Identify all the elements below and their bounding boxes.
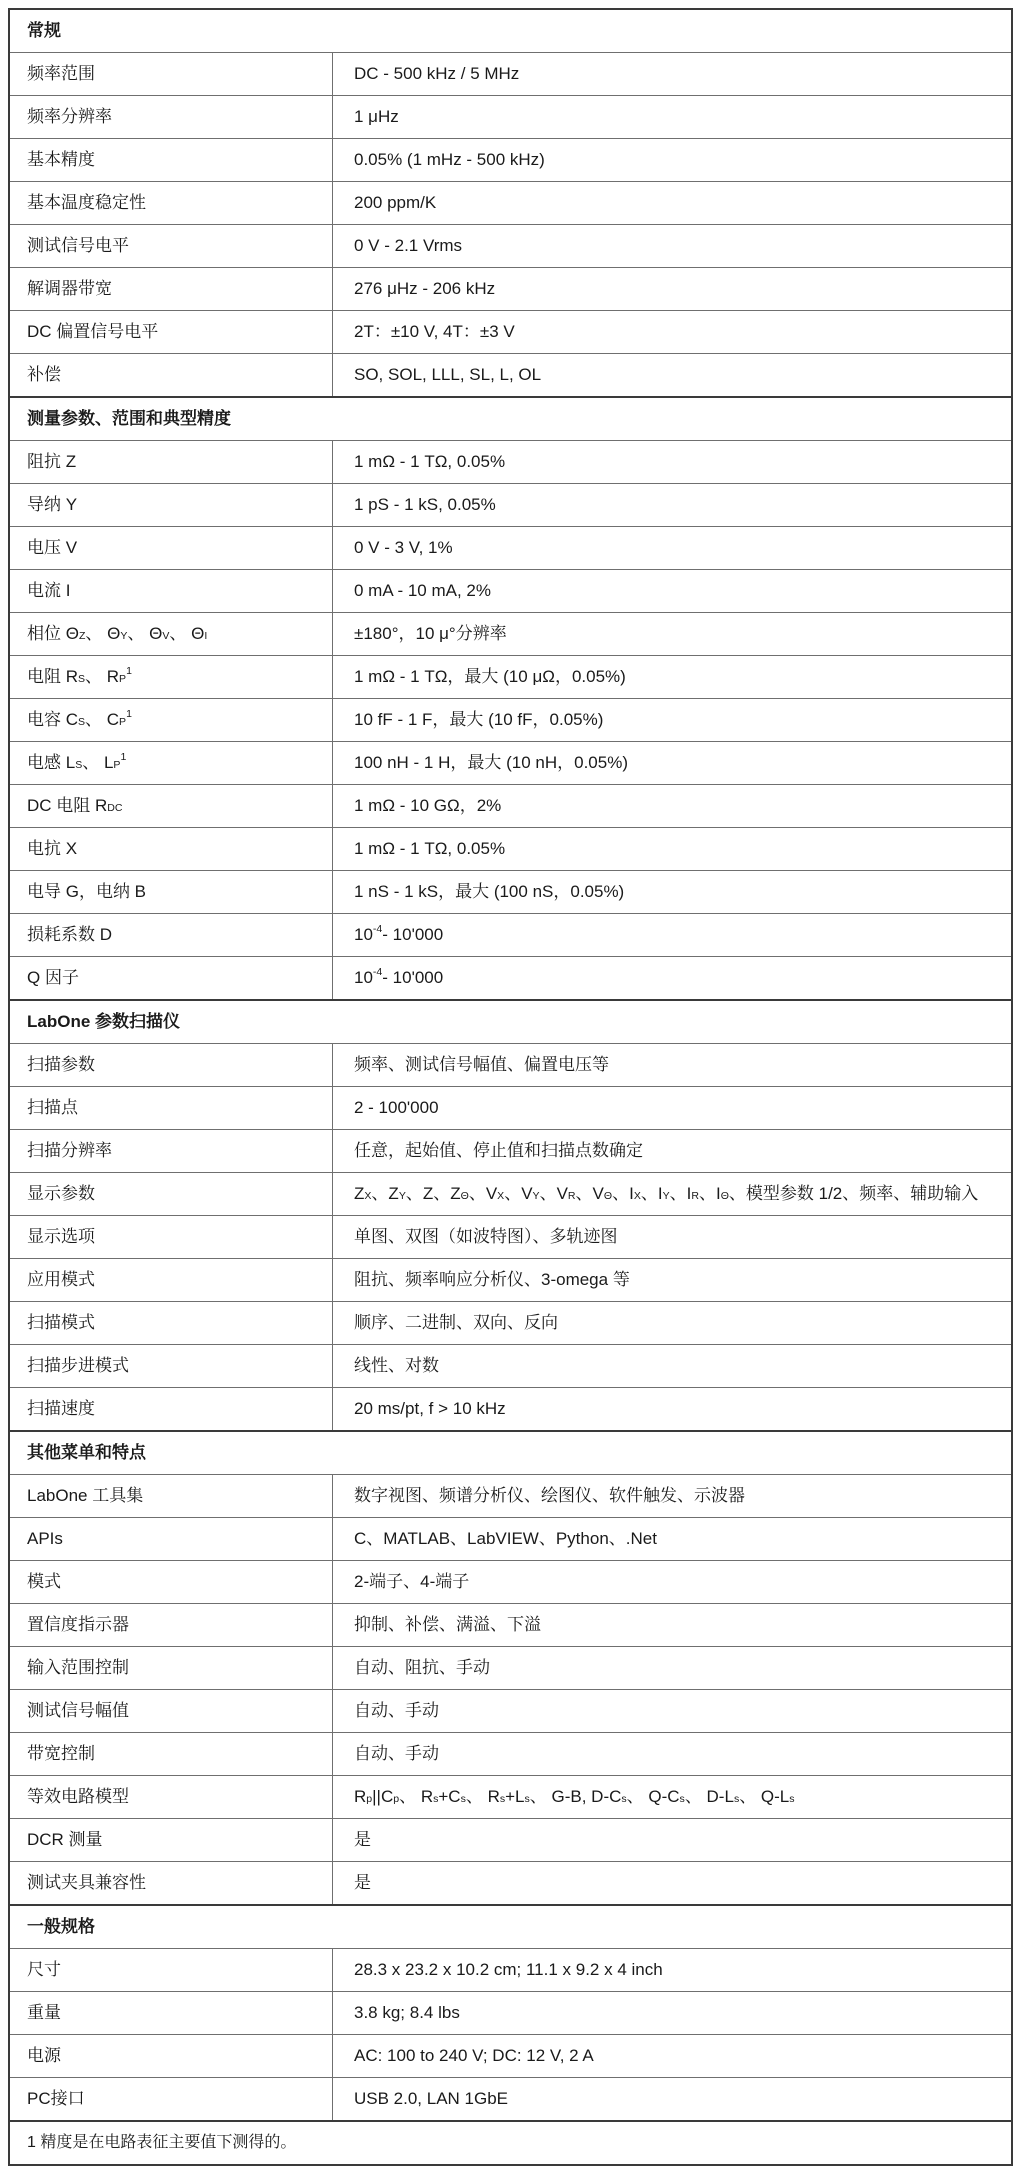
spec-value: 阻抗、频率响应分析仪、3-omega 等 [354,1270,630,1290]
spec-value: 0 V - 2.1 Vrms [354,236,463,256]
spec-value: 是 [354,1830,371,1850]
table-row [10,181,1011,224]
spec-label: 电感 L $_S$ 、 L $_P$ $^1$ [10,742,333,784]
spec-label: DC 偏置信号电平 [10,311,333,353]
spec-label: 测试信号幅值 [10,1690,333,1732]
spec-label: 扫描参数 [10,1044,333,1086]
table-row [10,1086,1011,1129]
table-row [10,2034,1011,2077]
spec-label: 扫描模式 [10,1302,333,1344]
spec-value: 1 nS - 1 kS，最大 (100 nS，0.05%) [354,882,625,902]
table-row [10,1689,1011,1732]
spec-value: 单图、双图（如波特图）、多轨迹图 [354,1227,618,1247]
spec-label: DC 电阻 R $_{DC}$ [10,785,333,827]
spec-label: 电压 V [10,527,333,569]
spec-value: AC: 100 to 240 V; DC: 12 V, 2 A [354,2046,594,2066]
spec-value: 200 ppm/K [354,193,437,213]
spec-label: 等效电路模型 [10,1776,333,1818]
spec-value: 线性、对数 [354,1356,439,1376]
table-row [10,1646,1011,1689]
spec-label: 模式 [10,1561,333,1603]
spec-value: Z $_X$ 、Z $_Y$ 、Z、Z $_\Theta$ 、V $_X$ 、V $_Y$ 、V $_R$ 、V $_\Theta$ 、I $_X$ 、I $_Y$ 、I $_R$ 、I $_\Theta$ 、模型参数 1/2、频率、辅助输入 [354,1184,979,1204]
table-row [10,1215,1011,1258]
table-row [10,440,1011,483]
spec-value: 20 ms/pt, f > 10 kHz [354,1399,506,1419]
spec-value: 数字视图、频谱分析仪、绘图仪、软件触发、示波器 [354,1486,745,1506]
table-row [10,1129,1011,1172]
spec-value: 1 mΩ - 1 TΩ，最大 (10 μΩ，0.05%) [354,667,626,687]
spec-value: 频率、测试信号幅值、偏置电压等 [354,1055,609,1075]
spec-label: PC接口 [10,2078,333,2120]
spec-value: 1 mΩ - 1 TΩ, 0.05% [354,452,506,472]
section-title: 常规 [27,21,61,41]
spec-label: 频率分辨率 [10,96,333,138]
footnote-row [10,2120,1011,2164]
spec-label: Q 因子 [10,957,333,999]
spec-label: 扫描分辨率 [10,1130,333,1172]
spec-value: 28.3 x 23.2 x 10.2 cm; 11.1 x 9.2 x 4 inch [354,1960,663,1980]
table-row [10,267,1011,310]
spec-value: 100 nH - 1 H，最大 (10 nH，0.05%) [354,753,628,773]
section-header-row [10,1904,1011,1948]
spec-label: 显示参数 [10,1173,333,1215]
spec-label: 应用模式 [10,1259,333,1301]
table-row [10,224,1011,267]
spec-label: 尺寸 [10,1949,333,1991]
table-row [10,310,1011,353]
table-row [10,1258,1011,1301]
table-row [10,913,1011,956]
spec-label: 输入范围控制 [10,1647,333,1689]
spec-value: 自动、手动 [354,1701,439,1721]
table-row [10,1775,1011,1818]
table-row [10,741,1011,784]
spec-label: 显示选项 [10,1216,333,1258]
spec-table [8,8,1013,2166]
spec-value: 抑制、补偿、满溢、下溢 [354,1615,541,1635]
table-row [10,2077,1011,2120]
table-row [10,483,1011,526]
spec-value: 2T：±10 V, 4T：±3 V [354,322,515,342]
table-row [10,1517,1011,1560]
spec-label: APIs [10,1518,333,1560]
spec-value: 0.05% (1 mHz - 500 kHz) [354,150,545,170]
spec-label: 电抗 X [10,828,333,870]
spec-label: 导纳 Y [10,484,333,526]
section-title: 一般规格 [27,1917,95,1937]
section-header-row [10,10,1011,52]
spec-label: 基本精度 [10,139,333,181]
spec-label: 电流 I [10,570,333,612]
spec-value: 0 V - 3 V, 1% [354,538,453,558]
spec-label: 补偿 [10,354,333,396]
section-title: 测量参数、范围和典型精度 [27,409,231,429]
footnote-text: 1 精度是在电路表征主要值下测得的。 [27,2134,297,2151]
spec-value: 自动、阻抗、手动 [354,1658,490,1678]
spec-value: 1 mΩ - 10 GΩ，2% [354,796,502,816]
table-row [10,1991,1011,2034]
spec-value: 1 μHz [354,107,399,127]
spec-label: 相位 Θ $_Z$ 、 Θ $_Y$ 、 Θ $_V$ 、 Θ $_I$ [10,613,333,655]
spec-label: 电源 [10,2035,333,2077]
table-row [10,612,1011,655]
table-row [10,526,1011,569]
section-title: 其他菜单和特点 [27,1443,146,1463]
table-row [10,52,1011,95]
spec-value: 2 - 100'000 [354,1098,439,1118]
spec-label: 电导 G，电纳 B [10,871,333,913]
spec-label: 测试信号电平 [10,225,333,267]
table-row [10,870,1011,913]
spec-label: 测试夹具兼容性 [10,1862,333,1904]
table-row [10,827,1011,870]
spec-label: LabOne 工具集 [10,1475,333,1517]
table-row [10,1387,1011,1430]
spec-label: 基本温度稳定性 [10,182,333,224]
table-row [10,1603,1011,1646]
table-row [10,95,1011,138]
spec-label: 扫描点 [10,1087,333,1129]
table-row [10,1301,1011,1344]
section-header-row [10,396,1011,440]
spec-value: SO, SOL, LLL, SL, L, OL [354,365,542,385]
spec-value: 任意，起始值、停止值和扫描点数确定 [354,1141,643,1161]
spec-label: 阻抗 Z [10,441,333,483]
table-row [10,1474,1011,1517]
table-row [10,1732,1011,1775]
spec-value: 2-端子、4-端子 [354,1572,470,1592]
table-row [10,1560,1011,1603]
table-row [10,1043,1011,1086]
spec-label: 损耗系数 D [10,914,333,956]
spec-value: 自动、手动 [354,1744,439,1764]
spec-label: 置信度指示器 [10,1604,333,1646]
spec-label: 重量 [10,1992,333,2034]
spec-value: 1 pS - 1 kS, 0.05% [354,495,496,515]
spec-value: 是 [354,1873,371,1893]
spec-value: 3.8 kg; 8.4 lbs [354,2003,460,2023]
spec-value: 276 μHz - 206 kHz [354,279,496,299]
spec-value: 10 fF - 1 F，最大 (10 fF，0.05%) [354,710,604,730]
table-row [10,698,1011,741]
table-row [10,1818,1011,1861]
spec-value: 1 mΩ - 1 TΩ, 0.05% [354,839,506,859]
table-row [10,655,1011,698]
spec-value: 10 $^{-4}$ - 10'000 [354,966,444,988]
spec-label: DCR 测量 [10,1819,333,1861]
table-row [10,138,1011,181]
spec-label: 电容 C $_S$ 、 C $_P$ $^1$ [10,699,333,741]
table-row [10,1861,1011,1904]
section-header-row [10,999,1011,1043]
table-row [10,1172,1011,1215]
spec-label: 扫描步进模式 [10,1345,333,1387]
table-row [10,1344,1011,1387]
spec-label: 带宽控制 [10,1733,333,1775]
spec-value: ±180°，10 μ°分辨率 [354,624,507,644]
spec-label: 解调器带宽 [10,268,333,310]
table-row [10,1948,1011,1991]
spec-label: 扫描速度 [10,1388,333,1430]
spec-value: R $_p$ ||C $_p$ 、 R $_s$ +C $_s$ 、 R $_s$ +L $_s$ 、 G-B, D-C $_s$ 、 Q-C $_s$ 、 D-L $_s$ 、 Q-L $_s$ [354,1787,795,1807]
table-row [10,784,1011,827]
spec-value: 0 mA - 10 mA, 2% [354,581,491,601]
spec-value: 顺序、二进制、双向、反向 [354,1313,558,1333]
section-title: LabOne 参数扫描仪 [27,1012,181,1032]
spec-value: C、MATLAB、LabVIEW、Python、.Net [354,1529,657,1549]
spec-label: 电阻 R $_S$ 、 R $_P$ $^1$ [10,656,333,698]
table-row [10,956,1011,999]
table-row [10,353,1011,396]
table-row [10,569,1011,612]
spec-value: USB 2.0, LAN 1GbE [354,2089,509,2109]
spec-value: 10 $^{-4}$ - 10'000 [354,923,444,945]
spec-value: DC - 500 kHz / 5 MHz [354,64,520,84]
spec-label: 频率范围 [10,53,333,95]
section-header-row [10,1430,1011,1474]
